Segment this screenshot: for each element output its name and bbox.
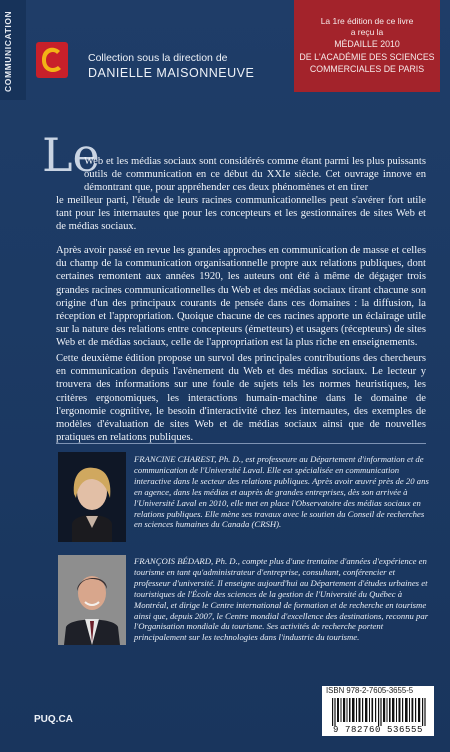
award-line-5: COMMERCIALES DE PARIS [309,64,425,74]
award-line-3: MÉDAILLE 2010 [334,39,400,49]
collection-info [88,52,254,80]
series-label: COMMUNICATION [3,10,13,92]
award-line-4: DE L'ACADÉMIE DES SCIENCES [299,51,435,62]
publisher-label[interactable]: PUQ.CA [34,714,73,725]
body-paragraph-2: Après avoir passé en revue les grandes approches en communication de masse et celles du champ de la communication organisationnelle propre aux relations publiques, dont certaines remontent aux années 1920, les auteurs ont été à même de dégager trois grandes racines communicationnelles du Web et des médias sociaux tirant chacune son origine d'un des principaux courants de pensée dans ces domaines : la diffusion, la réception et l'appropriation. Quoique chacune de ces racines apporte un éclairage utile sur la nature des relations entre concepteurs (émetteurs) et usagers (récepteurs) de sites Web et de médias sociaux, celle de l'appropriation est la plus riche en enseignements. [56,245,426,349]
award-line-2: a reçu la [350,27,384,37]
collection-director-name: DANIELLE MAISONNEUVE [88,66,255,80]
drop-cap: Le [42,128,100,182]
intro-paragraph-start: Web et les médias sociaux sont considérés comme étant parmi les plus puissants outils de communication en ce début du XXIe siècle. Cet ouvrage innove en démontrant que, pour appréhender ces deux phénomènes et en tirer [84,156,426,194]
award-line-1: La 1re édition de ce livre [320,16,414,26]
body-paragraph-3: Cette deuxième édition propose un survol des principales contributions des chercheurs en communication depuis l'avènement du Web et des médias sociaux. Le lecteur y trouvera des informations sur une foule de sujets tels les normes heuristiques, les critères ergonomiques, les interactions humain-machine dans le domaine de l'ergonomie cognitive, le besoin d'interactivité chez les internautes, des exemples de modèles d'évaluation de sites Web et de médias sociaux ainsi que de nouvelles pratiques en relations publiques. [56,353,426,444]
intro-paragraph-end: le meilleur parti, l'étude de leurs racines communicationnelles peut s'avérer fort utile tant pour les internautes que pour les concepteurs et les gestionnaires de sites Web et de médias sociaux. [56,195,426,233]
award-banner [294,0,440,92]
barcode-icon [332,698,428,726]
collection-logo-icon [34,40,70,80]
author-bio-2: FRANÇOIS BÉDARD, Ph. D., compte plus d'une trentaine d'années d'expérience en tourisme en tant qu'administrateur d'entreprise, consultant, conférencier et professeur d'université. Il enseigne aujourd'hui au Département d'études urbaines et touristiques de l'École des sciences de la gestion de l'Université du Québec à Montréal, et dirige le Centre international de formation et de recherche en tourisme ainsi que, depuis 2007, le Centre mondial d'excellence des destinations, reconnu par l'Organisation mondiale du tourisme. Ses activités de recherche portent principalement sur les technologies dans l'industrie du tourisme. [134,556,429,643]
isbn-label: ISBN 978-2-7605-3655-5 [326,686,414,695]
section-divider [56,443,426,444]
author-photo-francine-charest [58,452,126,542]
barcode-number: 9 782760 536555 [332,725,423,735]
author-photo-francois-bedard [58,555,126,645]
collection-direction-label: Collection sous la direction de [88,52,228,64]
author-bio-1: FRANCINE CHAREST, Ph. D., est professeure au Département d'information et de communication de l'Université Laval. Elle est spécialisée en communication interactive dans le secteur des relations publiques. Après avoir œuvré près de 20 ans en agence, dans les médias et auprès de grandes entreprises, dès son arrivée à l'Université Laval en 2010, elle met en place l'Observatoire des médias sociaux en relations publiques. Elle mène ses travaux avec le soutien du Conseil de recherches en sciences humaines du Canada (CRSH). [134,454,429,530]
